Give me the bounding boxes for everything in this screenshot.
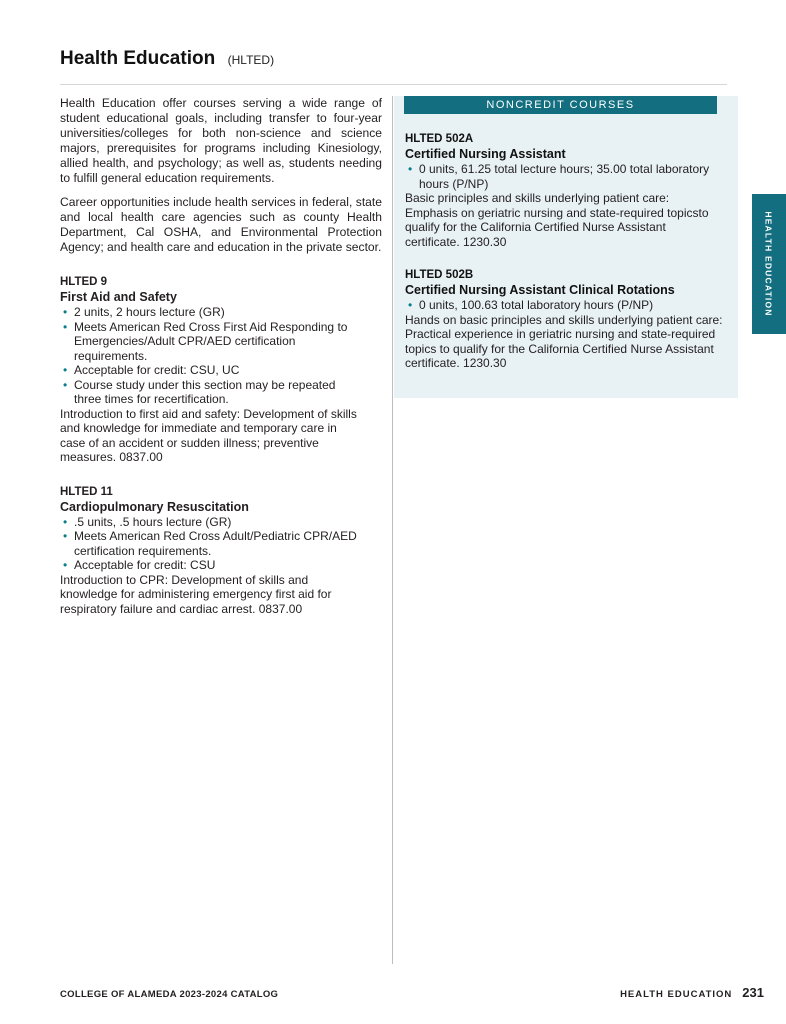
course-title: Certified Nursing Assistant (405, 147, 566, 161)
side-tab-label: HEALTH EDUCATION (764, 211, 775, 317)
course-details (60, 305, 360, 407)
course-hlted-9 (60, 275, 360, 465)
course-detail-item: • Meets American Red Cross Adult/Pediatric CPR/AED certification requirements. (60, 529, 360, 558)
course-code: HLTED 11 (60, 485, 113, 498)
course-detail-item: • Acceptable for credit: CSU (60, 558, 360, 573)
header-divider (60, 84, 727, 85)
noncredit-heading: NONCREDIT COURSES (404, 96, 717, 114)
course-detail-item: • .5 units, .5 hours lecture (GR) (60, 515, 360, 530)
intro-paragraph: Health Education offer courses serving a wide range of student educational goals, including transfer to four-year universities/colleges for both non-science and science majors, prerequisites for programs including Kinesiology, allied health, and psychology; as well as, students needing to fulfill general education requirements. (60, 96, 382, 185)
course-detail-item: • 0 units, 100.63 total laboratory hours (P/NP) (405, 298, 723, 313)
course-hlted-11 (60, 485, 360, 617)
course-code: HLTED 502B (405, 269, 474, 281)
footer-catalog: COLLEGE OF ALAMEDA 2023-2024 CATALOG (60, 989, 279, 1000)
course-details (405, 162, 723, 191)
course-title: Cardiopulmonary Resuscitation (60, 499, 249, 514)
footer-section: HEALTH EDUCATION (620, 989, 733, 1000)
course-title: Certified Nursing Assistant Clinical Rotations (405, 283, 675, 297)
section-side-tab (752, 194, 786, 334)
footer-right (620, 985, 764, 1000)
course-detail-item: • 0 units, 61.25 total lecture hours; 35.00 total laboratory hours (P/NP) (405, 162, 723, 191)
course-hlted-502b (405, 268, 723, 371)
left-column (60, 96, 382, 616)
course-description: Basic principles and skills underlying patient care: Emphasis on geriatric nursing and state-required topicsto qualify for the California Certified Nurse Assistant certificate. 1230.30 (405, 191, 709, 249)
noncredit-panel (394, 96, 738, 398)
course-code: HLTED 502A (405, 133, 474, 145)
column-divider (392, 96, 393, 964)
course-hlted-502a (405, 132, 723, 249)
department-code: (HLTED) (227, 53, 275, 67)
course-detail-item: • Meets American Red Cross First Aid Responding to Emergencies/Adult CPR/AED certification requirements. (60, 320, 360, 364)
page-title: Health Education (60, 48, 216, 69)
course-details (405, 298, 723, 313)
course-detail-item: • 2 units, 2 hours lecture (GR) (60, 305, 360, 320)
page-number: 231 (742, 985, 764, 1000)
course-code: HLTED 9 (60, 276, 108, 288)
course-detail-item: • Acceptable for credit: CSU, UC (60, 363, 360, 378)
course-description: Hands on basic principles and skills underlying patient care: Practical experience in geriatric nursing and state-required topics to qualify for the California Certified Nurse Assistant certificate. 1230.30 (405, 312, 723, 370)
course-description: Introduction to first aid and safety: Development of skills and knowledge for immediate and temporary care in case of an accident or sudden illness; preventive measures. 0837.00 (60, 406, 357, 464)
career-paragraph: Career opportunities include health services in federal, state and local health care agencies such as county Health Department, Cal OSHA, and Environmental Protection Agency; and health care and education in the private sector. (60, 195, 382, 254)
page-header (60, 48, 727, 70)
course-details (60, 515, 360, 573)
course-title: First Aid and Safety (60, 290, 177, 304)
course-description: Introduction to CPR: Development of skills and knowledge for administering emergency first aid for respiratory failure and cardiac arrest. 0837.00 (60, 572, 332, 616)
course-detail-item: • Course study under this section may be repeated three times for recertification. (60, 378, 360, 407)
